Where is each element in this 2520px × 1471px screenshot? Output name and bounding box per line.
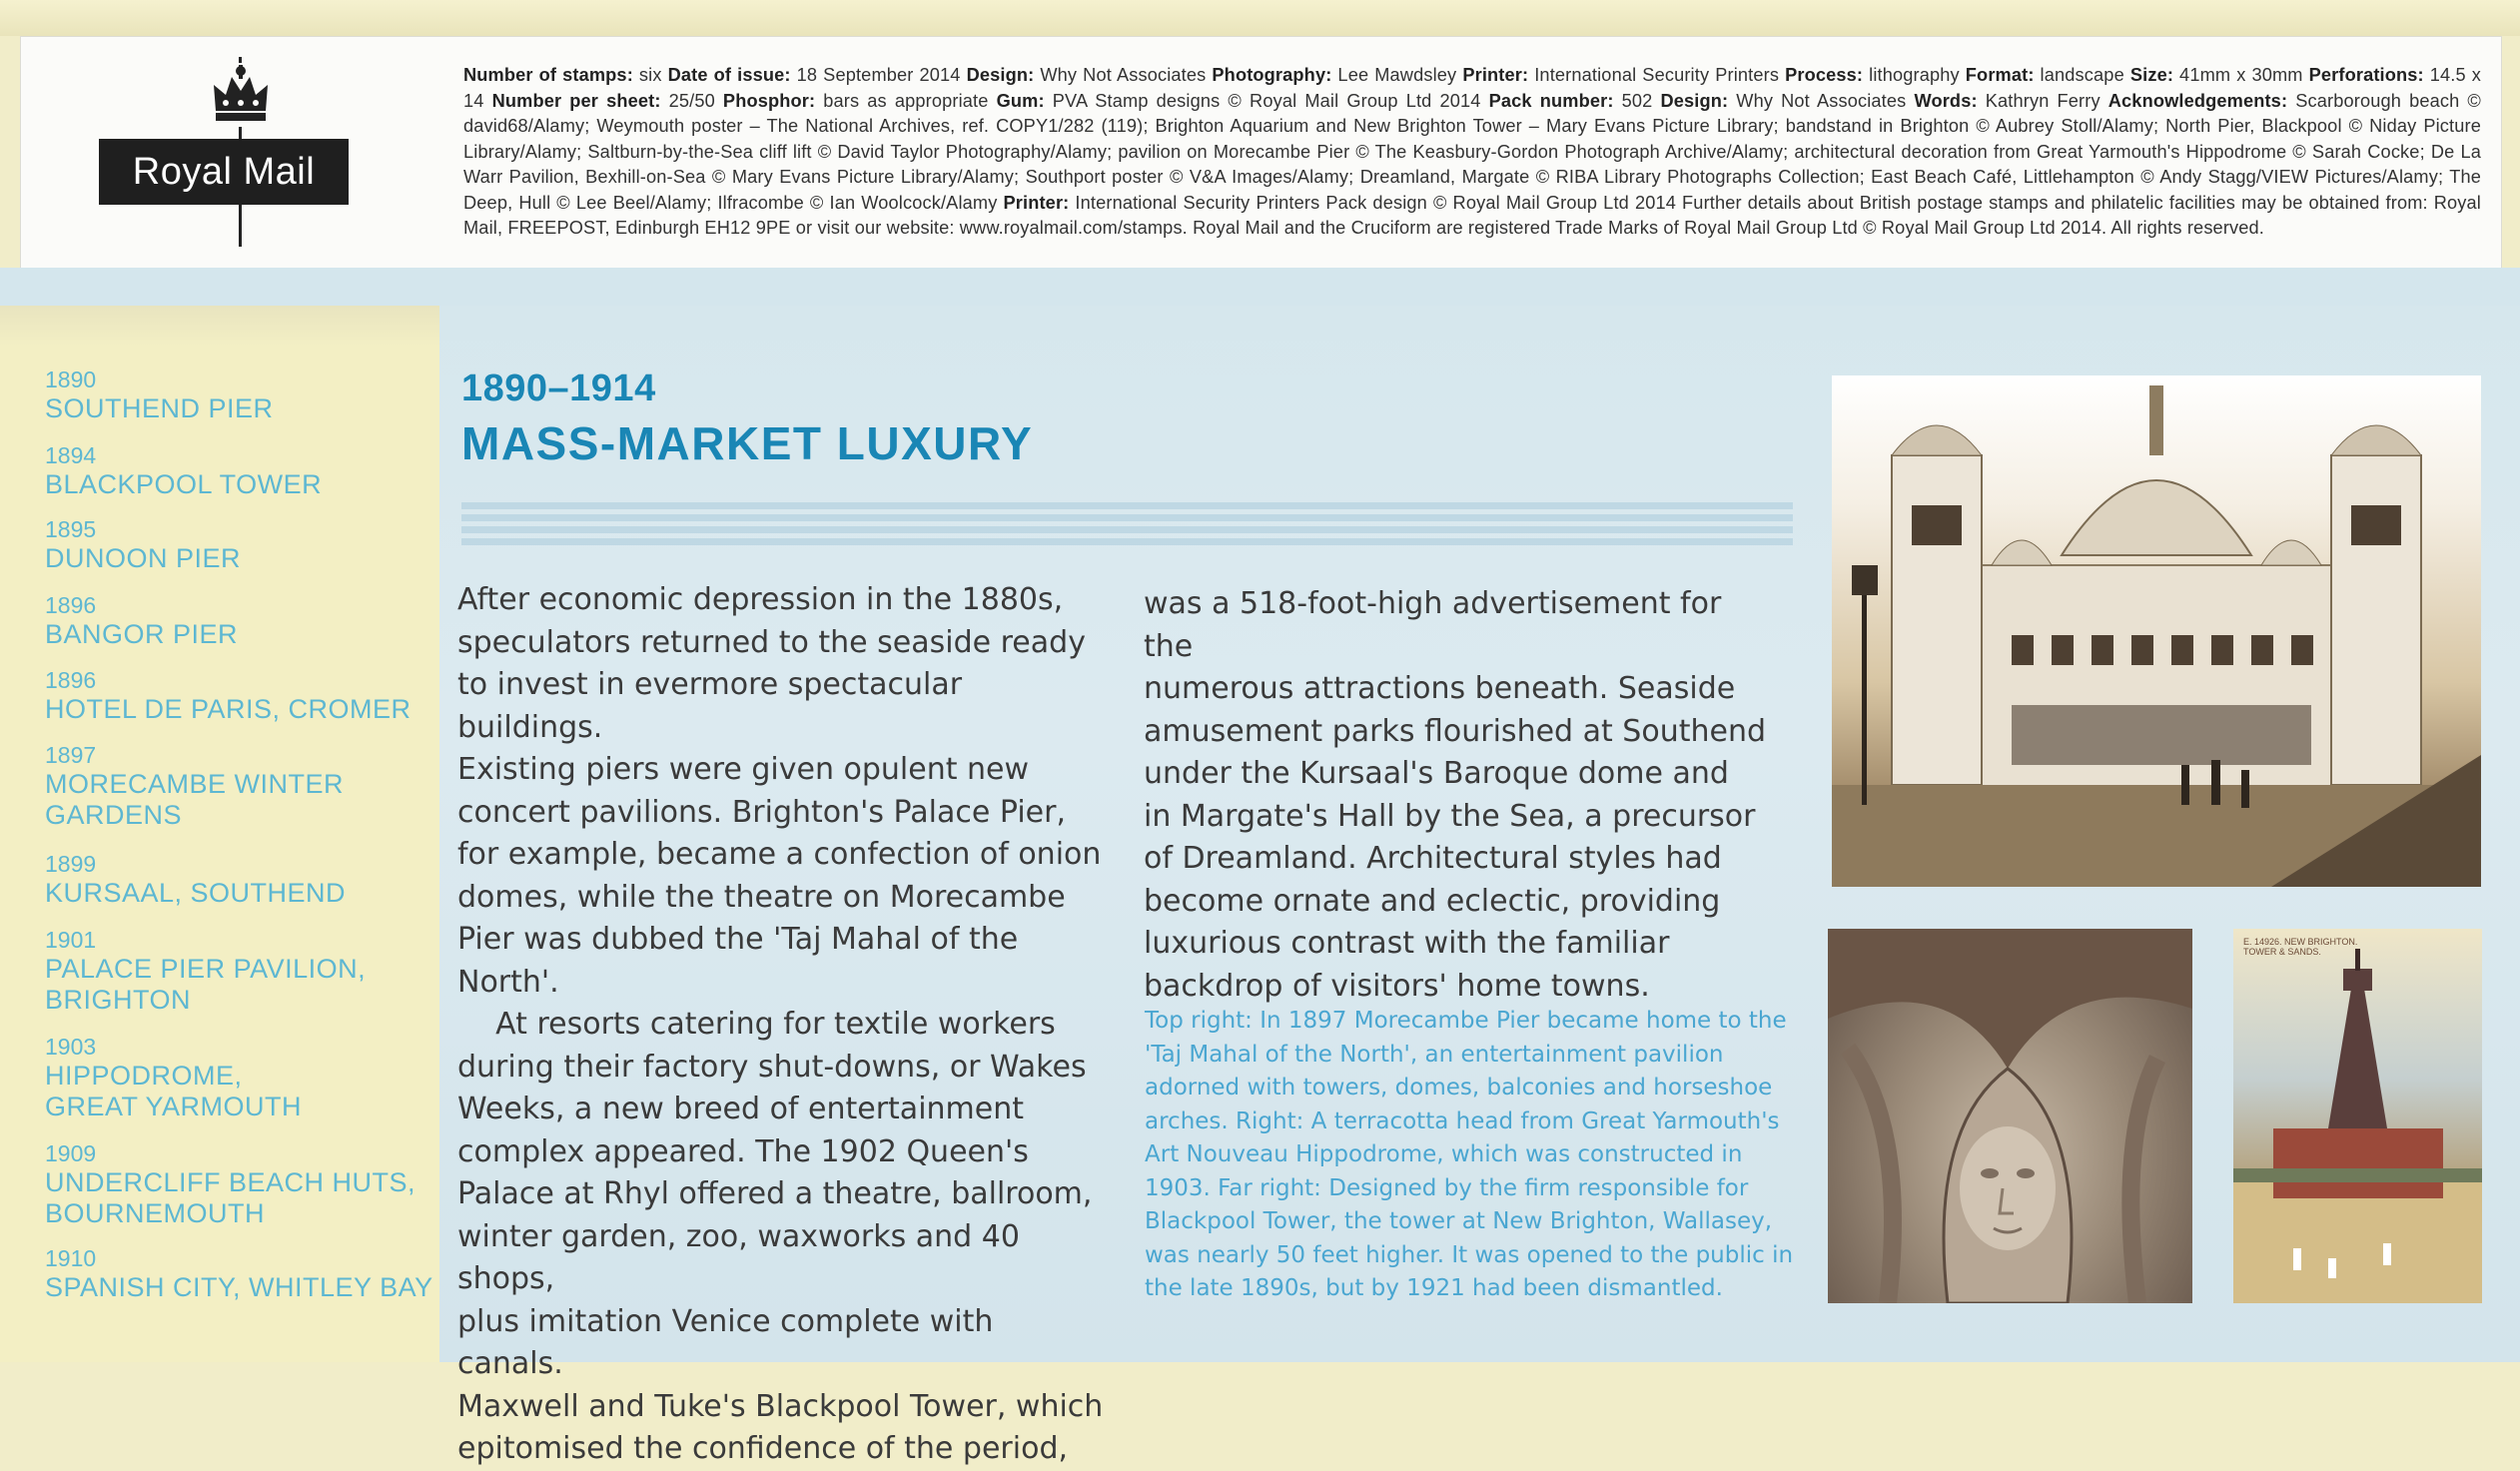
timeline-name: UNDERCLIFF BEACH HUTS, BOURNEMOUTH [45, 1167, 417, 1228]
timeline-name: MORECAMBE WINTER GARDENS [45, 769, 345, 830]
detail-label: Size: [2129, 65, 2174, 85]
timeline-year: 1899 [45, 851, 97, 877]
article-paragraph: was a 518-foot-high advertisement for the numerous attractions beneath. Seaside amusement parks flourished at Southend under the Kursaal's Baroque dome and in Margate's Hall by the Sea, a precursor of Dreamland. Architectural styles had become ornate and eclectic, providing luxurious contrast with the familiar backdrop of visitors' home towns. [1144, 586, 1766, 1004]
detail-label: Process: [1785, 65, 1864, 85]
article-paragraph: At resorts catering for textile workers during their factory shut-downs, or Wakes Weeks, a new breed of entertainment complex appeared. The 1902 Queen's Palace at Rhyl offered a theatre, ballroom, winter garden, zoo, waxworks and 40 shops, plus imitation Venice complete with canals. Maxwell and Tuke's Blackpool Tower, which epitomised the confidence of the period, [457, 1007, 1104, 1466]
timeline-item [45, 1244, 444, 1303]
detail-value: PVA Stamp designs © Royal Mail Group Ltd 2014 [1044, 90, 1489, 111]
article-column-1 [457, 579, 1107, 1471]
detail-label: Design: [1660, 90, 1729, 111]
detail-label: Format: [1965, 65, 2035, 85]
detail-value: 14.5 x 14 [463, 65, 2482, 111]
detail-label: Photography: [1212, 65, 1332, 85]
royal-mail-logo [81, 57, 351, 252]
detail-value: Lee Mawdsley [1331, 65, 1463, 85]
timeline-item [45, 666, 444, 725]
detail-value: six [632, 65, 668, 85]
timeline-name: KURSAAL, SOUTHEND [45, 878, 347, 908]
timeline-item [45, 1139, 444, 1229]
detail-label: Number of stamps: [463, 65, 633, 85]
title-rule [461, 502, 1793, 558]
timeline-item [45, 926, 444, 1016]
detail-value: International Security Printers Pack design © Royal Mail Group Ltd 2014 Further details about British postage stamps and philatelic facilities may be obtained from: Royal Mail, FREEPOST, Edinburgh EH12 9PE or visit our website: www.royalmail.com/stamps. Royal Mail and the Cruciform are registered Trade Marks of Royal Mail Group Ltd © Royal Mail Group Ltd 2014. All rights reserved. [463, 192, 2481, 238]
detail-label: Printer: [1462, 65, 1529, 85]
detail-label: Date of issue: [667, 65, 791, 85]
detail-label: Words: [1914, 90, 1978, 111]
timeline-year: 1895 [45, 516, 97, 542]
detail-label: Gum: [996, 90, 1045, 111]
timeline-item [45, 1033, 444, 1122]
timeline-name: SOUTHEND PIER [45, 393, 274, 423]
timeline-name: BLACKPOOL TOWER [45, 469, 323, 499]
detail-label: Design: [966, 65, 1035, 85]
detail-label: Pack number: [1488, 90, 1614, 111]
timeline-year: 1890 [45, 367, 97, 392]
photo-caption: Top right: In 1897 Morecambe Pier became home to the 'Taj Mahal of the North', an entertainment pavilion adorned with towers, domes, balconies and horseshoe arches. Right: A terracotta head from Great Yarmouth's Art Nouveau Hippodrome, which was constructed in 1903. Far right: Designed by the firm responsible for Blackpool Tower, the tower at New Brighton, Wallasey, was nearly 50 feet higher. It was opened to the public in the late 1890s, but by 1921 had been dismantled. [1145, 1008, 1794, 1301]
detail-label: Perforations: [2308, 65, 2424, 85]
divider-band [0, 268, 2520, 306]
detail-value: Why Not Associates [1728, 90, 1915, 111]
detail-label: Printer: [1003, 192, 1070, 213]
article-paragraph: After economic depression in the 1880s, speculators returned to the seaside ready to invest in evermore spectacular buildings. Existing piers were given opulent new concert pavilions. Brighton's Palace Pier, for example, became a confection of onion domes, while the theatre on Morecambe Pier was dubbed the 'Taj Mahal of the North'. [457, 582, 1102, 1000]
detail-label: Phosphor: [722, 90, 816, 111]
detail-value: Scarborough beach © david68/Alamy; Weymouth poster – The National Archives, ref. COPY1/282 (119); Brighton Aquarium and New Brighton Tower – Mary Evans Picture Library; bandstand in Brighton © Aubrey Stoll/Alamy; North Pier, Blackpool © Niday Picture Library/Alamy; Saltburn-by-the-Sea cliff lift © David Taylor Photography/Alamy; pavilion on Morecambe Pier © The Keasbury-Gordon Photograph Archive/Alamy; architectural decoration from Great Yarmouth's Hippodrome © Sarah Cocke; De La Warr Pavilion, Bexhill-on-Sea © Mary Evans Picture Library/Alamy; Southport poster © V&A Images/Alamy; Dreamland, Margate © RIBA Library Photographs Collection; East Beach Café, Littlehampton © Andy Stagg/VIEW Pictures/Alamy; The Deep, Hull © Lee Beel/Alamy; Ilfracombe © Ian Woolcock/Alamy [463, 90, 2481, 213]
pavilion-photo [1832, 375, 2481, 887]
detail-value: bars as appropriate [815, 90, 997, 111]
timeline-year: 1894 [45, 442, 97, 468]
crown-icon [206, 63, 276, 127]
timeline-year: 1901 [45, 927, 97, 953]
detail-value: 18 September 2014 [790, 65, 967, 85]
header-panel [20, 36, 2502, 270]
detail-value: Kathryn Ferry [1977, 90, 2108, 111]
timeline-year: 1896 [45, 592, 97, 618]
timeline-year: 1903 [45, 1034, 97, 1060]
detail-value: 41mm x 30mm [2173, 65, 2309, 85]
detail-value: International Security Printers [1528, 65, 1786, 85]
timeline-year: 1909 [45, 1140, 97, 1166]
timeline-name: SPANISH CITY, WHITLEY BAY [45, 1272, 433, 1302]
timeline-name: DUNOON PIER [45, 543, 242, 573]
detail-value: 25/50 [660, 90, 723, 111]
timeline-item [45, 850, 444, 909]
terracotta-head-photo [1828, 929, 2192, 1303]
detail-value: Why Not Associates [1034, 65, 1213, 85]
timeline-year: 1896 [45, 667, 97, 693]
timeline-year: 1910 [45, 1245, 97, 1271]
timeline-item [45, 441, 444, 500]
detail-label: Number per sheet: [491, 90, 661, 111]
detail-value: lithography [1863, 65, 1966, 85]
timeline-name: HIPPODROME, GREAT YARMOUTH [45, 1061, 303, 1121]
logo-wordmark: Royal Mail [99, 139, 349, 205]
detail-value: 502 [1613, 90, 1661, 111]
article-title: MASS-MARKET LUXURY [461, 417, 1034, 469]
top-strip [0, 0, 2520, 36]
postcard-label: E. 14926. NEW BRIGHTON. TOWER & SANDS. [2243, 937, 2358, 957]
article-column-2 [1144, 583, 1773, 1008]
timeline-name: PALACE PIER PAVILION, BRIGHTON [45, 954, 367, 1015]
timeline-year: 1897 [45, 742, 97, 768]
stamp-details-text [463, 63, 2481, 242]
timeline-item [45, 591, 444, 650]
timeline-item [45, 515, 444, 574]
article-years: 1890–1914 [461, 368, 656, 409]
detail-label: Acknowledgements: [2107, 90, 2288, 111]
tower-postcard-photo [2233, 929, 2482, 1303]
detail-value: landscape [2034, 65, 2130, 85]
timeline-item [45, 741, 444, 831]
timeline-item [45, 366, 444, 424]
timeline-name: BANGOR PIER [45, 619, 239, 649]
timeline-name: HOTEL DE PARIS, CROMER [45, 694, 412, 724]
